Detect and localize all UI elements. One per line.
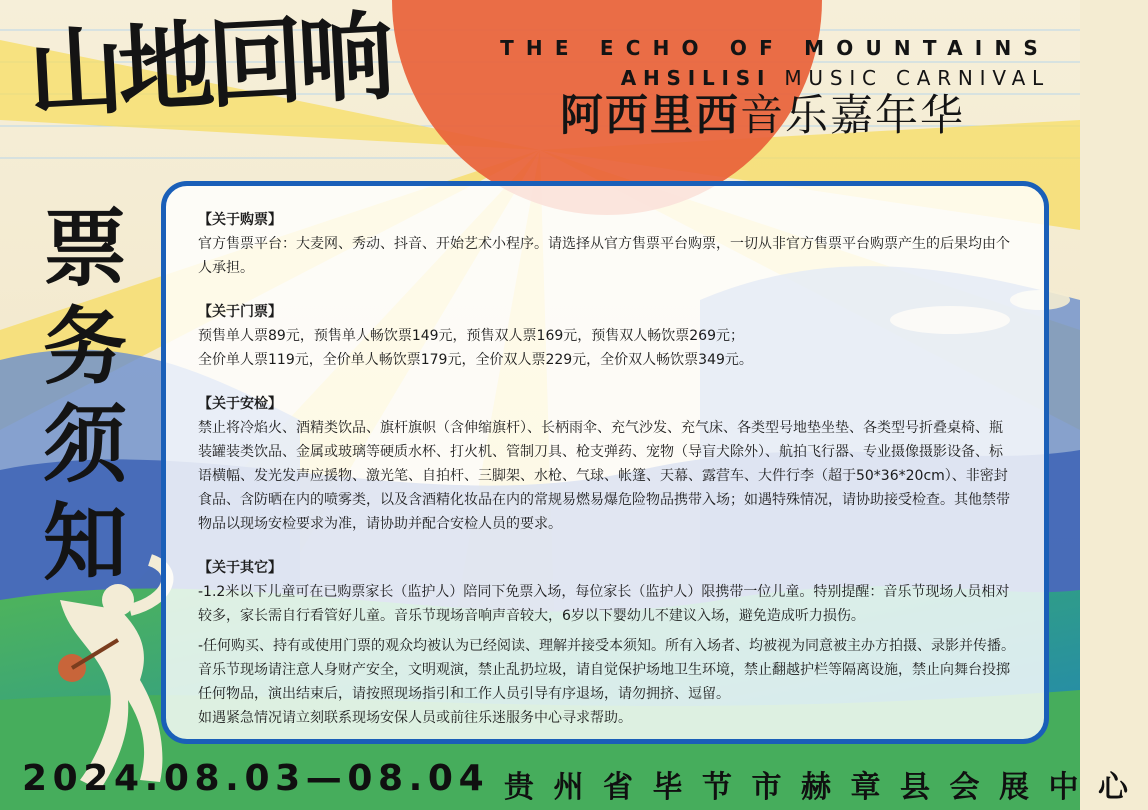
section-heading: 【关于购票】 bbox=[198, 212, 282, 228]
section-heading: 【关于门票】 bbox=[198, 304, 282, 320]
tickets-section bbox=[198, 300, 1016, 372]
section-heading: 【关于安检】 bbox=[198, 396, 282, 412]
english-subtitle-rest: MUSIC CARNIVAL bbox=[771, 66, 1050, 90]
english-subtitle bbox=[621, 66, 1050, 90]
chinese-title-rest: 音乐嘉年华 bbox=[740, 91, 965, 141]
section-text: 官方售票平台：大麦网、秀动、抖音、开始艺术小程序。请选择从官方售票平台购票，一切从非官方售票平台购票产生的后果均由个人承担。 bbox=[198, 236, 1010, 276]
section-text: 禁止将冷焰火、酒精类饮品、旗杆旗帜（含伸缩旗杆）、长柄雨伞、充气沙发、充气床、各类型号地垫坐垫、各类型号折叠桌椅、瓶装罐装类饮品、金属或玻璃等硬质水杯、打火机、管制刀具、枪支弹药、宠物（导盲犬除外）、航拍飞行器、专业摄像摄影设备、标语横幅、发光发声应援物、激光笔、自拍杆、三脚架、水枪、气球、帐篷、天幕、露营车、大件行李（超于50*36*20cm）、非密封食品、含防晒在内的喷雾类，以及含酒精化妆品在内的常规易燃易爆危险物品携带入场；如遇特殊情况，请协助接受检查。其他禁带物品以现场安检要求为准，请协助并配合安检人员的要求。 bbox=[198, 420, 1010, 532]
title-char: 票 bbox=[42, 200, 127, 298]
ticket-notice-title bbox=[30, 200, 140, 592]
notice-panel bbox=[161, 181, 1049, 744]
title-char: 知 bbox=[42, 494, 127, 592]
festival-logo: 山地回响 bbox=[25, 0, 391, 132]
full-prices: 全价单人票119元，全价单人畅饮票179元，全价双人票229元，全价双人畅饮票349元。 bbox=[198, 352, 753, 368]
chinese-title bbox=[560, 93, 965, 140]
title-char: 务 bbox=[42, 298, 127, 396]
children-policy: -1.2米以下儿童可在已购票家长（监护人）陪同下免票入场，每位家长（监护人）限携带一位儿童。特别提醒：音乐节现场人员相对较多，家长需自行看管好儿童。音乐节现场音响声音较大，6岁以下婴幼儿不建议入场，避免造成听力损伤。 bbox=[198, 584, 1010, 624]
chinese-title-bold: 阿西里西 bbox=[560, 91, 740, 141]
audience-consent: -任何购买、持有或使用门票的观众均被认为已经阅读、理解并接受本须知。所有入场者、均被视为同意被主办方拍摄、录影并传播。音乐节现场请注意人身财产安全，文明观演，禁止乱扔垃圾，请自觉保护场地卫生环境，禁止翻越护栏等隔离设施，禁止向舞台投掷任何物品，演出结束后，请按照现场指引和工作人员引导有序退场，请勿拥挤、逗留。 bbox=[198, 638, 1016, 702]
emergency-note: 如遇紧急情况请立刻联系现场安保人员或前往乐迷服务中心寻求帮助。 bbox=[198, 710, 632, 726]
english-subtitle-bold: AHSILISI bbox=[620, 66, 772, 90]
other-section bbox=[198, 556, 1016, 730]
purchase-section bbox=[198, 208, 1016, 280]
event-date: 2024.08.03—08.04 bbox=[22, 758, 490, 799]
presale-prices: 预售单人票89元，预售单人畅饮票149元，预售双人票169元，预售双人畅饮票269元； bbox=[198, 328, 744, 344]
event-venue: 贵州省毕节市赫章县会展中心 bbox=[504, 770, 1148, 805]
english-title: THE ECHO OF MOUNTAINS bbox=[500, 36, 1050, 60]
section-heading: 【关于其它】 bbox=[198, 560, 282, 576]
security-section bbox=[198, 392, 1016, 536]
title-char: 须 bbox=[42, 396, 127, 494]
